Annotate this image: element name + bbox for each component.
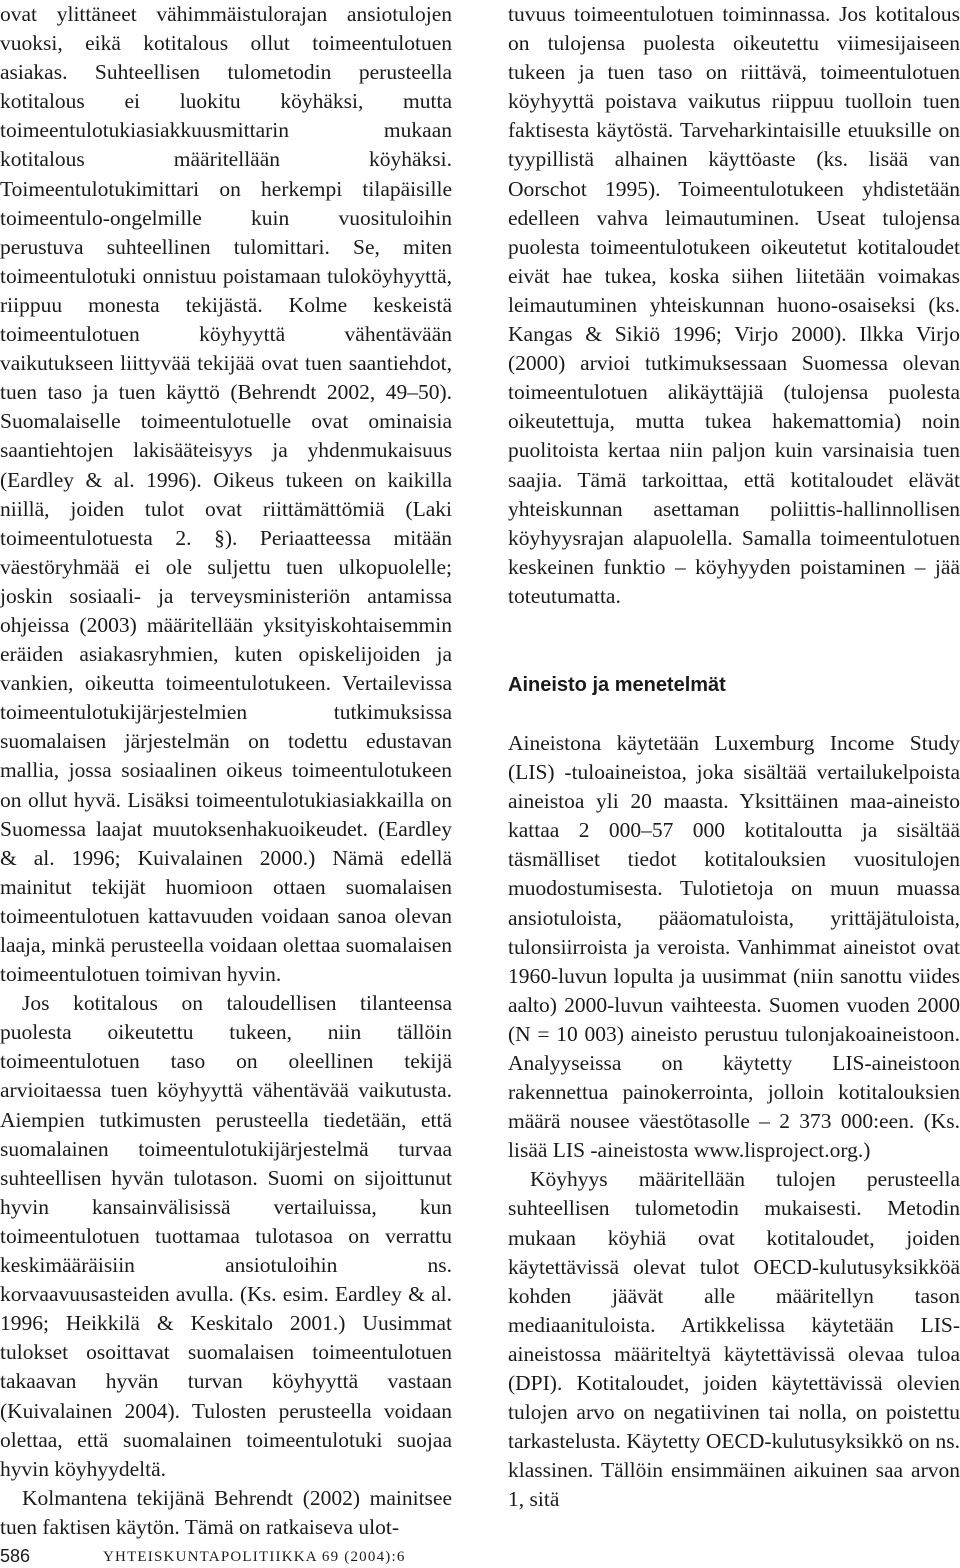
body-paragraph: Aineistona käytetään Luxemburg Income Study (LIS) -tuloaineistoa, joka sisältää vertailukelpoista aineistoa yli 20 maasta. Yksittäinen maa-aineisto kattaa 2 000–57 000 kotitaloutta ja sisältää täsmälliset tiedot kotitalouksien vuositulojen muodostumisesta. Tulotietoja on muun muassa ansiotuloista, pääomatuloista, yrittäjätuloista, tulonsiirroista ja veroista. Vanhimmat aineistot ovat 1960-luvun lopulta ja uusimmat (niin sanottu viides aalto) 2000-luvun vaihteesta. Suomen vuoden 2000 (N = 10 003) aineisto perustuu tulonjakoaineistoon. Analyyseissa on käytetty LIS-aineistoon rakennettua painokerrointa, jolloin kotitalouksien määrä nousee väestötasolle – 2 373 000:een. (Ks. lisää LIS -aineistosta www.lisproject.org.) [508, 730, 960, 1163]
right-column [508, 0, 960, 1515]
section-heading: Aineisto ja menetelmät [508, 673, 726, 696]
body-paragraph: Köyhyys määritellään tulojen perusteella suhteellisen tulometodin mukaisesti. Metodin mukaan köyhiä ovat kotitaloudet, joiden käytettävissä olevat tulot OECD-kulutusyksikköä kohden jäävät alle määritellyn tason mediaanituloista. Artikkelissa käytetään LIS-aineistossa määriteltyä käytettävissä olevaa tuloa (DPI). Kotitaloudet, joiden käytettävissä olevien tulojen arvo on negatiivinen tai nolla, on poistettu tarkastelusta. Käytetty OECD-kulutusyksikkö on ns. klassinen. Tällöin ensimmäinen aikuinen saa arvon 1, sitä [508, 1167, 960, 1512]
journal-name: YHTEISKUNTAPOLITIIKKA 69 (2004):6 [103, 1549, 406, 1565]
body-paragraph: tuvuus toimeentulotuen toiminnassa. Jos kotitalous on tulojensa puolesta oikeutettu viimesijaiseen tukeen ja tuen taso on riittävä, toimeentulotuen köyhyyttä poistava vaikutus riippuu tuolloin tuen faktisesta käytöstä. Tarveharkintaisille etuuksille on tyypillistä alhainen käyttöaste (ks. lisää van Oorschot 1995). Toimeentulotukeen yhdistetään edelleen vahva leimautuminen. Useat tulojensa puolesta toimeentulotukeen oikeutetut kotitaloudet eivät hae tukea, koska siihen liitetään voimakas leimautuminen yhteiskunnan huono-osaiseksi (ks. Kangas & Sikiö 1996; Virjo 2000). Ilkka Virjo (2000) arvioi tutkimuksessaan Suomessa olevan toimeentulotuen alikäyttäjiä (tulojensa puolesta oikeutettuja, mutta tukea hakemattomia) noin puolitoista kertaa niin paljon kuin varsinaisia tuen saajia. Tämä tarkoittaa, että kotitaloudet elävät yhteiskunnan asettaman poliittis-hallinnollisen köyhyysrajan alapuolella. Samalla toimeentulotuen keskeinen funktio – köyhyyden poistaminen – jää toteutumatta. [508, 2, 960, 608]
heading-spacer [508, 699, 960, 729]
body-paragraph: ovat ylittäneet vähimmäistulorajan ansiotulojen vuoksi, eikä kotitalous ollut toimeentulotuen asiakas. Suhteellisen tulometodin perusteella kotitalous ei luokitu köyhäksi, mutta toimeentulotukiasiakkuusmittarin mukaan kotitalous määritellään köyhäksi. Toimeentulotukimittari on herkempi tilapäisille toimeentulo-ongelmille kuin vuosituloihin perustuva suhteellinen tulomittari. Se, miten toimeentulotuki onnistuu poistamaan tuloköyhyyttä, riippuu monesta tekijästä. Kolme keskeistä toimeentulotuen köyhyyttä vähentävään vaikutukseen liittyvää tekijää ovat tuen saantiehdot, tuen taso ja tuen käyttö (Behrendt 2002, 49–50). Suomalaiselle toimeentulotuelle ovat ominaisia saantiehtojen lakisääteisyys ja yhdenmukaisuus (Eardley & al. 1996). Oikeus tukeen on kaikilla niillä, joiden tulot ovat riittämättömiä (Laki toimeentulotuesta 2. §). Periaatteessa mitään väestöryhmää ei ole suljettu tuen ulkopuolelle; joskin sosiaali- ja terveysministeriön antamissa ohjeissa (2003) määritellään yksityiskohtaisemmin eräiden asiakasryhmien, kuten opiskelijoiden ja vankien, oikeutta toimeentulotukeen. Vertailevissa toimeentulotukijärjestelmien tutkimuksissa suomalaisen järjestelmän on todettu edustavan mallia, jossa sosiaalinen oikeus toimeentulotukeen on ollut hyvä. Lisäksi toimeentulotukiasiakkailla on Suomessa laajat muutoksenhakuoikeudet. (Eardley & al. 1996; Kuivalainen 2000.) Nämä edellä mainitut tekijät huomioon ottaen suomalaisen toimeentulotuen kattavuuden voidaan sanoa olevan laaja, minkä perusteella voidaan olettaa suomalaisen toimeentulotuen toimivan hyvin. [0, 2, 452, 987]
left-column [0, 0, 452, 1542]
section-spacer [508, 611, 960, 671]
body-paragraph: Kolmantena tekijänä Behrendt (2002) mainitsee tuen faktisen käytön. Tämä on ratkaiseva ulot- [0, 1485, 452, 1539]
body-paragraph: Jos kotitalous on taloudellisen tilanteensa puolesta oikeutettu tukeen, niin tällöin toimeentulotuen taso on oleellinen tekijä arvioitaessa tuen köyhyyttä vähentävää vaikutusta. Aiempien tutkimusten perusteella tiedetään, että suomalainen toimeentulotukijärjestelmä turvaa suhteellisen hyvän tulotason. Suomi on sijoittunut hyvin kansainvälisissä vertailuissa, kun toimeentulotuen tuottamaa tulotasoa on verrattu keskimääräisiin ansiotuloihin ns. korvaavuusasteiden avulla. (Ks. esim. Eardley & al. 1996; Heikkilä & Keskitalo 2001.) Uusimmat tulokset osoittavat suomalaisen toimeentulotuen takaavan hyvän turvan köyhyyttä vastaan (Kuivalainen 2004). Tulosten perusteella voidaan olettaa, että suomalainen toimeentulotuki suojaa hyvin köyhyydeltä. [0, 991, 452, 1481]
page-number: 586 [0, 1546, 31, 1566]
